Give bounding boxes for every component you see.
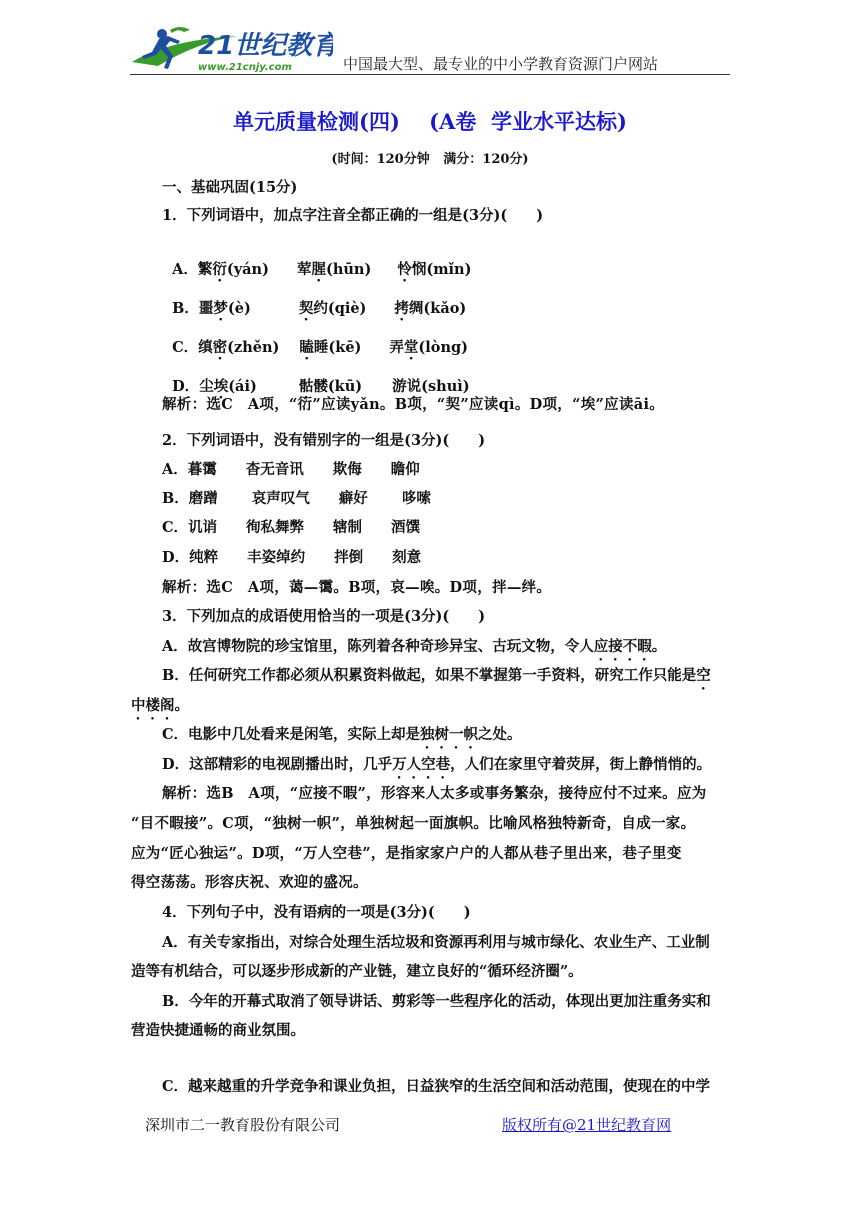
question-1-stem: 1．下列词语中，加点字注音全都正确的一组是(3分)( ) <box>162 207 544 224</box>
question-1-option-a: A．繁衍(yán) 荤腥(hūn) 怜悯(mǐn) <box>172 261 472 278</box>
dotted-idiom: 应接不暇 <box>593 638 652 655</box>
question-2-option-d: D．纯粹 丰姿绰约 拌倒 刻意 <box>162 549 422 566</box>
question-2-option-a: A．暮霭 杳无音讯 欺侮 瞻仰 <box>162 461 420 478</box>
question-1-option-c: C．缜密(zhěn) 瞌睡(kē) 弄堂(lòng) <box>172 339 469 356</box>
question-3-analysis-line1: 解析：选B A项，“应接不暇”，形容来人太多或事务繁杂，接待应付不过来。应为 <box>162 785 707 802</box>
question-3-option-d: D．这部精彩的电视剧播出时，几乎万人空巷，人们在家里守着荧屏，街上静悄悄的。 <box>162 756 712 773</box>
question-4-option-b-line2: 营造快捷通畅的商业氛围。 <box>131 1022 305 1039</box>
question-3-stem: 3．下列加点的成语使用恰当的一项是(3分)( ) <box>162 608 486 625</box>
question-4-option-b-line1: B．今年的开幕式取消了领导讲话、剪彩等一些程序化的活动，体现出更加注重务实和 <box>162 993 711 1010</box>
question-1-analysis: 解析：选C A项，“衍”应读yǎn。B项，“契”应读qì。D项，“埃”应读āi。 <box>162 396 665 413</box>
question-3-option-b-line1: B．任何研究工作都必须从积累资料做起，如果不掌握第一手资料，研究工作只能是空 <box>162 667 711 684</box>
question-3-analysis-line2: “目不暇接”。C项，“独树一帜”，单独树起一面旗帜。比喻风格独特新奇，自成一家。 <box>131 815 696 832</box>
question-3-option-a: A．故宫博物院的珍宝馆里，陈列着各种奇珍异宝、古玩文物，令人应接不暇。 <box>162 638 667 655</box>
footer-copyright-link[interactable]: 版权所有@21世纪教育网 <box>502 1116 672 1134</box>
question-3-option-b-line2: 中楼阁。 <box>131 697 189 714</box>
question-1-option-d: D．尘埃(ái) 骷髅(kū) 游说(shuì) <box>172 378 470 395</box>
header-divider <box>130 74 730 75</box>
section-heading: 一、基础巩固(15分) <box>162 179 298 196</box>
runner-logo-icon <box>128 22 333 76</box>
question-4-option-a-line2: 造等有机结合，可以逐步形成新的产业链，建立良好的“循环经济圈”。 <box>131 963 583 980</box>
question-3-analysis-line3: 应为“匠心独运”。D项，“万人空巷”，是指家家户户的人都从巷子里出来，巷子里变 <box>131 845 682 862</box>
site-tagline: 中国最大型、最专业的中小学教育资源门户网站 <box>343 55 659 73</box>
svg-text:21世纪教育: 21世纪教育 <box>198 31 333 61</box>
question-4-option-a-line1: A．有关专家指出，对综合处理生活垃圾和资源再利用与城市绿化、农业生产、工业制 <box>162 934 710 951</box>
question-3-analysis-line4: 得空荡荡。形容庆祝、欢迎的盛况。 <box>131 874 368 891</box>
question-2-option-c: C．讥诮 徇私舞弊 辖制 酒馔 <box>162 519 421 536</box>
site-logo[interactable] <box>128 22 333 76</box>
question-4-stem: 4．下列句子中，没有语病的一项是(3分)( ) <box>162 904 471 921</box>
question-3-option-c: C．电影中几处看来是闲笔，实际上却是独树一帜之处。 <box>162 726 522 743</box>
question-1-option-b: B．噩梦(è) 契约(qiè) 拷绸(kǎo) <box>172 300 467 317</box>
page-title: 单元质量检测(四) (A卷 学业水平达标) <box>233 109 627 134</box>
svg-text:www.21cnjy.com: www.21cnjy.com <box>198 62 292 73</box>
exam-time-info: (时间：120分钟 满分：120分) <box>331 152 529 167</box>
question-4-option-c-line1: C．越来越重的升学竞争和课业负担，日益狭窄的生活空间和活动范围，使现在的中学 <box>162 1078 711 1095</box>
question-2-analysis: 解析：选C A项，蔼—霭。B项，哀—唉。D项，拌—绊。 <box>162 579 552 596</box>
question-2-option-b: B．磨蹭 哀声叹气 癖好 哆嗦 <box>162 490 431 507</box>
footer-company: 深圳市二一教育股份有限公司 <box>145 1116 341 1134</box>
question-2-stem: 2．下列词语中，没有错别字的一组是(3分)( ) <box>162 432 486 449</box>
